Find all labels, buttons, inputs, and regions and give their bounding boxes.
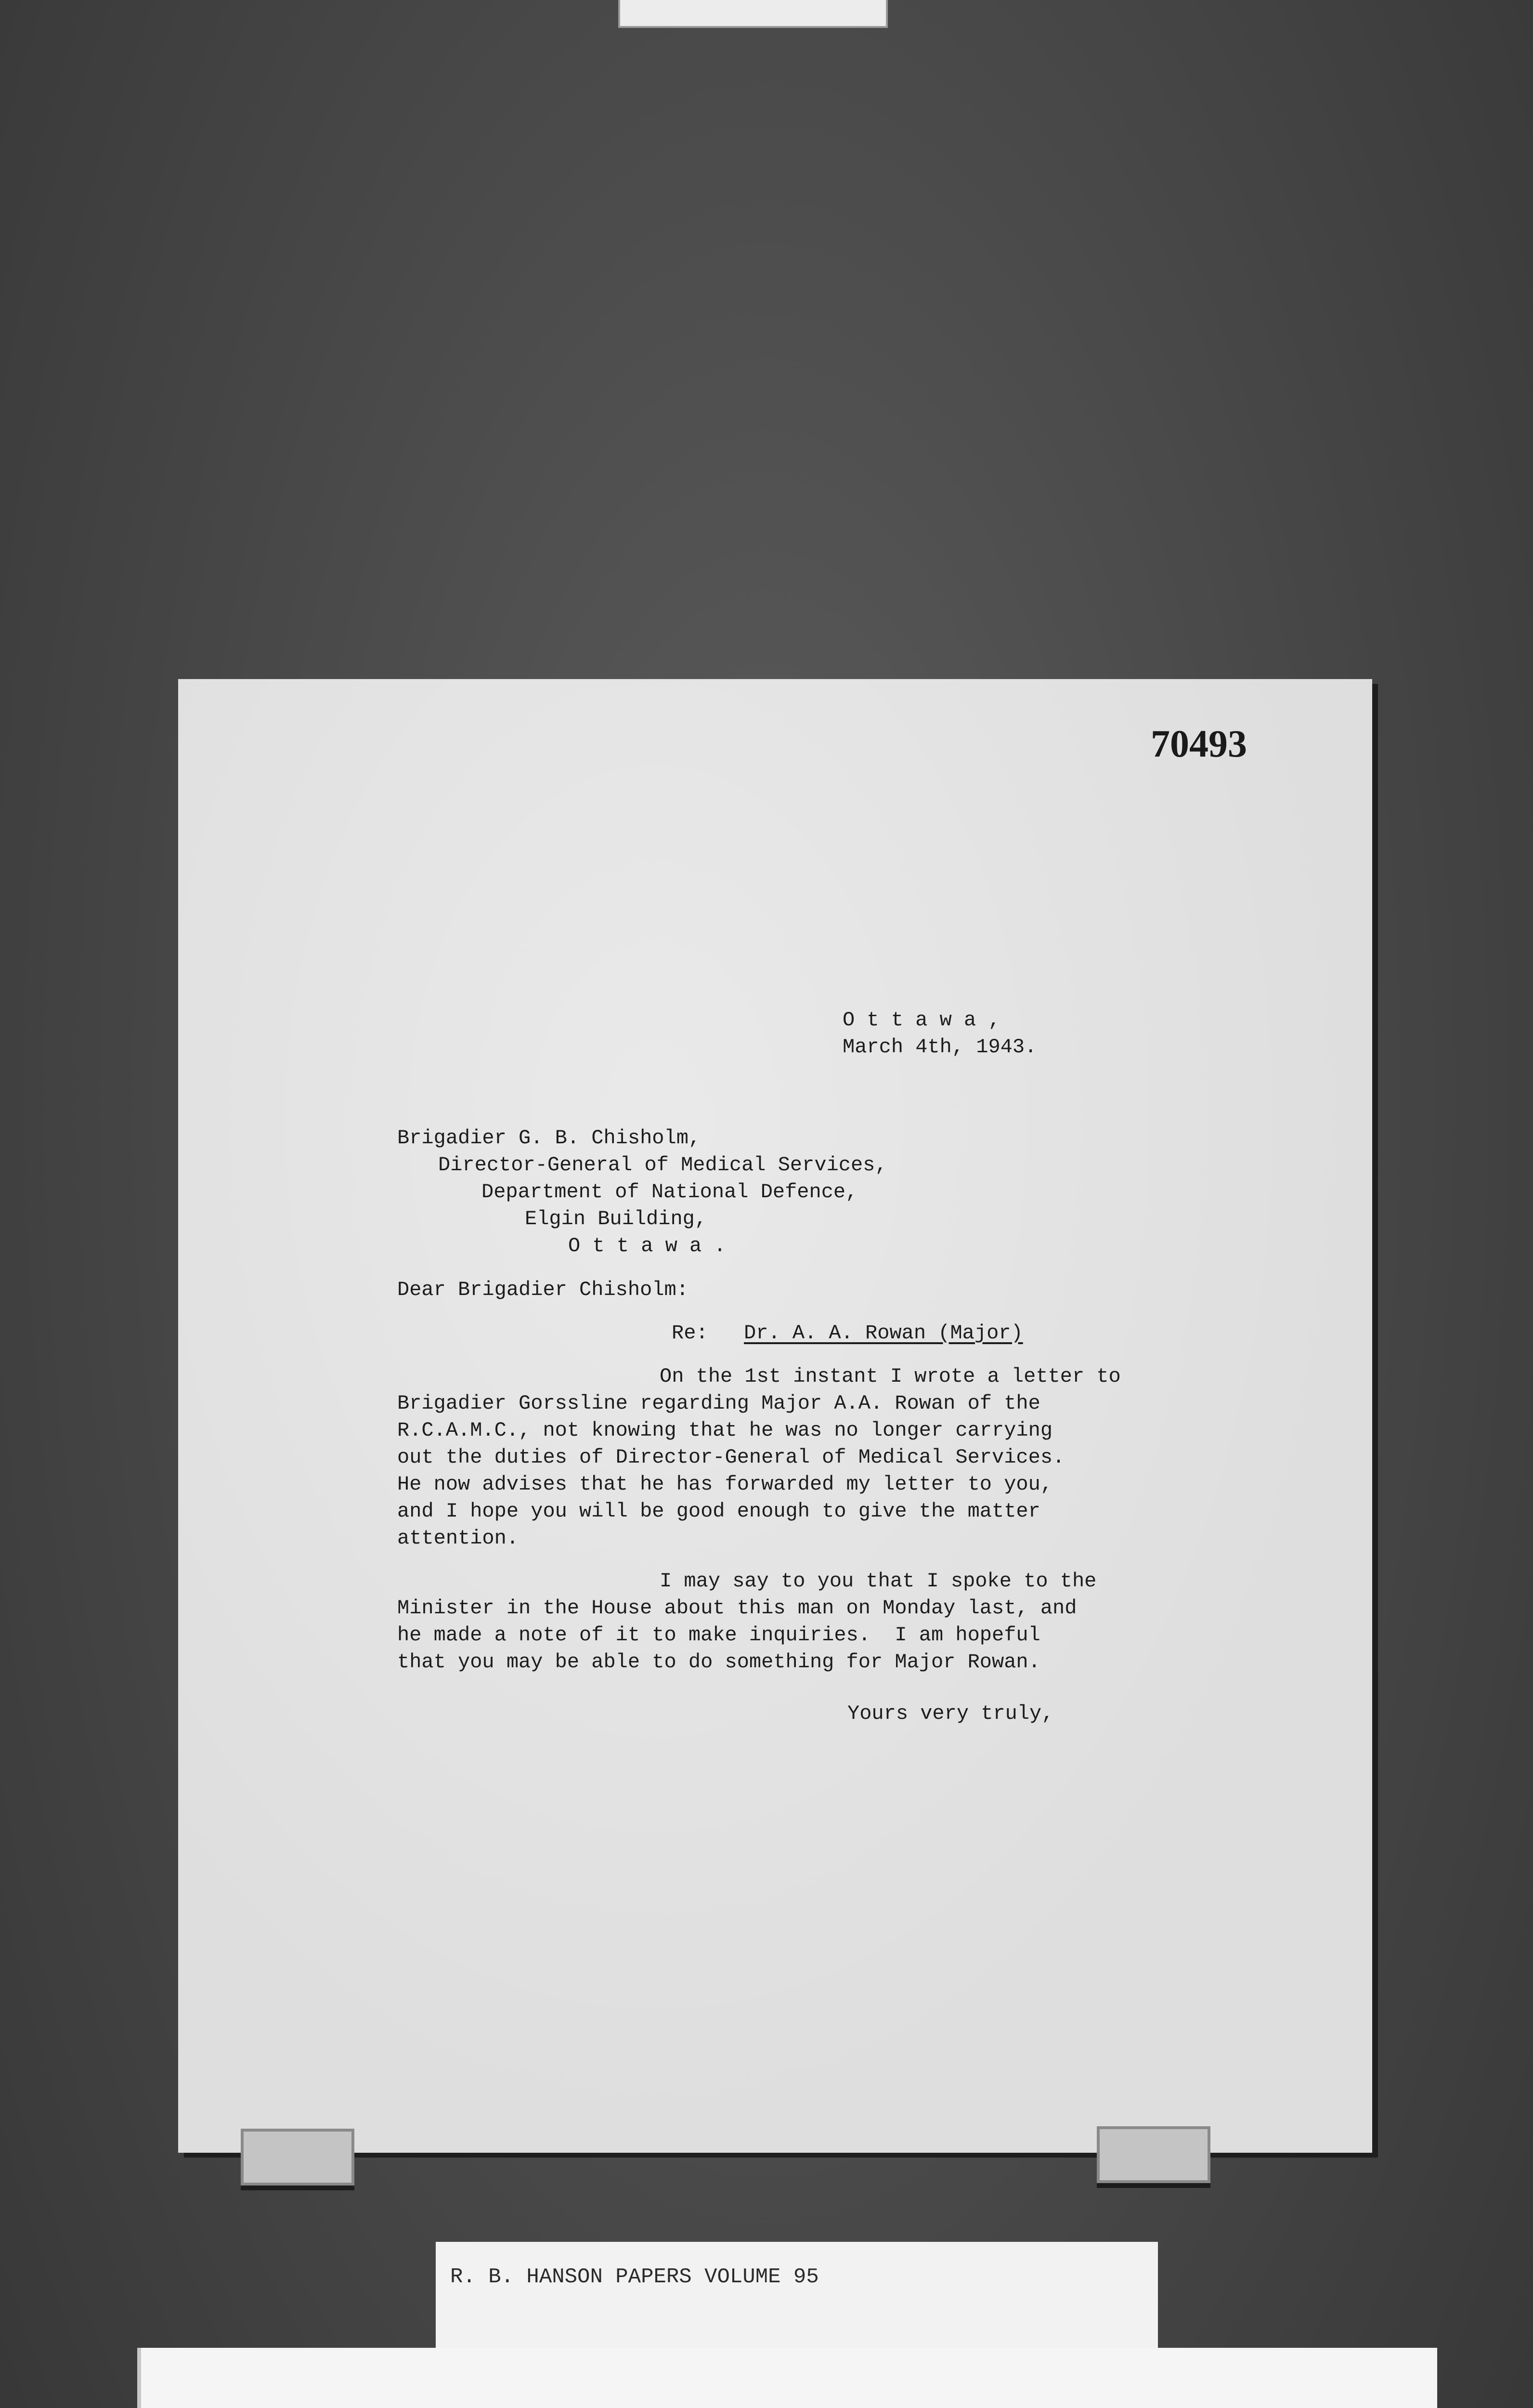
re-subject: Dr. A. A. Rowan (Major) <box>744 1322 1023 1345</box>
collection-label-card <box>436 2242 1158 2348</box>
paragraph-line: I may say to you that I spoke to the <box>660 1570 1097 1593</box>
paragraph-line: He now advises that he has forwarded my letter to you, <box>397 1473 1053 1496</box>
paragraph-line: Brigadier Gorssline regarding Major A.A. Rowan of the <box>397 1392 1040 1415</box>
recipient-line: Brigadier G. B. Chisholm, <box>397 1126 701 1150</box>
right-mounting-clip <box>1097 2126 1210 2183</box>
top-mounting-tab <box>618 0 888 28</box>
recipient-line: O t t a w a . <box>568 1234 726 1257</box>
paragraph-line: out the duties of Director-General of Medical Services. <box>397 1446 1065 1469</box>
paragraph-line: On the 1st instant I wrote a letter to <box>660 1365 1121 1388</box>
re-label: Re: <box>672 1322 708 1345</box>
left-mounting-clip <box>241 2129 354 2186</box>
letter-page <box>178 679 1372 2153</box>
paragraph-line: attention. <box>397 1527 519 1550</box>
document-number: 70493 <box>1151 723 1247 765</box>
recipient-line: Department of National Defence, <box>481 1180 858 1204</box>
paragraph-line: and I hope you will be good enough to give the matter <box>397 1500 1040 1523</box>
recipient-line: Elgin Building, <box>525 1207 707 1230</box>
letter-place: O t t a w a , <box>843 1008 1000 1032</box>
paragraph-line: Minister in the House about this man on Monday last, and <box>397 1597 1077 1620</box>
closing: Yours very truly, <box>847 1702 1054 1725</box>
paragraph-line: that you may be able to do something for Major Rowan. <box>397 1650 1040 1674</box>
letter-date: March 4th, 1943. <box>843 1035 1037 1059</box>
salutation: Dear Brigadier Chisholm: <box>397 1278 689 1301</box>
paragraph-line: R.C.A.M.C., not knowing that he was no longer carrying <box>397 1419 1053 1442</box>
recipient-line: Director-General of Medical Services, <box>438 1153 887 1177</box>
collection-label: R. B. HANSON PAPERS VOLUME 95 <box>450 2265 819 2289</box>
archives-banner <box>137 2348 1437 2408</box>
paragraph-line: he made a note of it to make inquiries. I am hopeful <box>397 1623 1040 1647</box>
